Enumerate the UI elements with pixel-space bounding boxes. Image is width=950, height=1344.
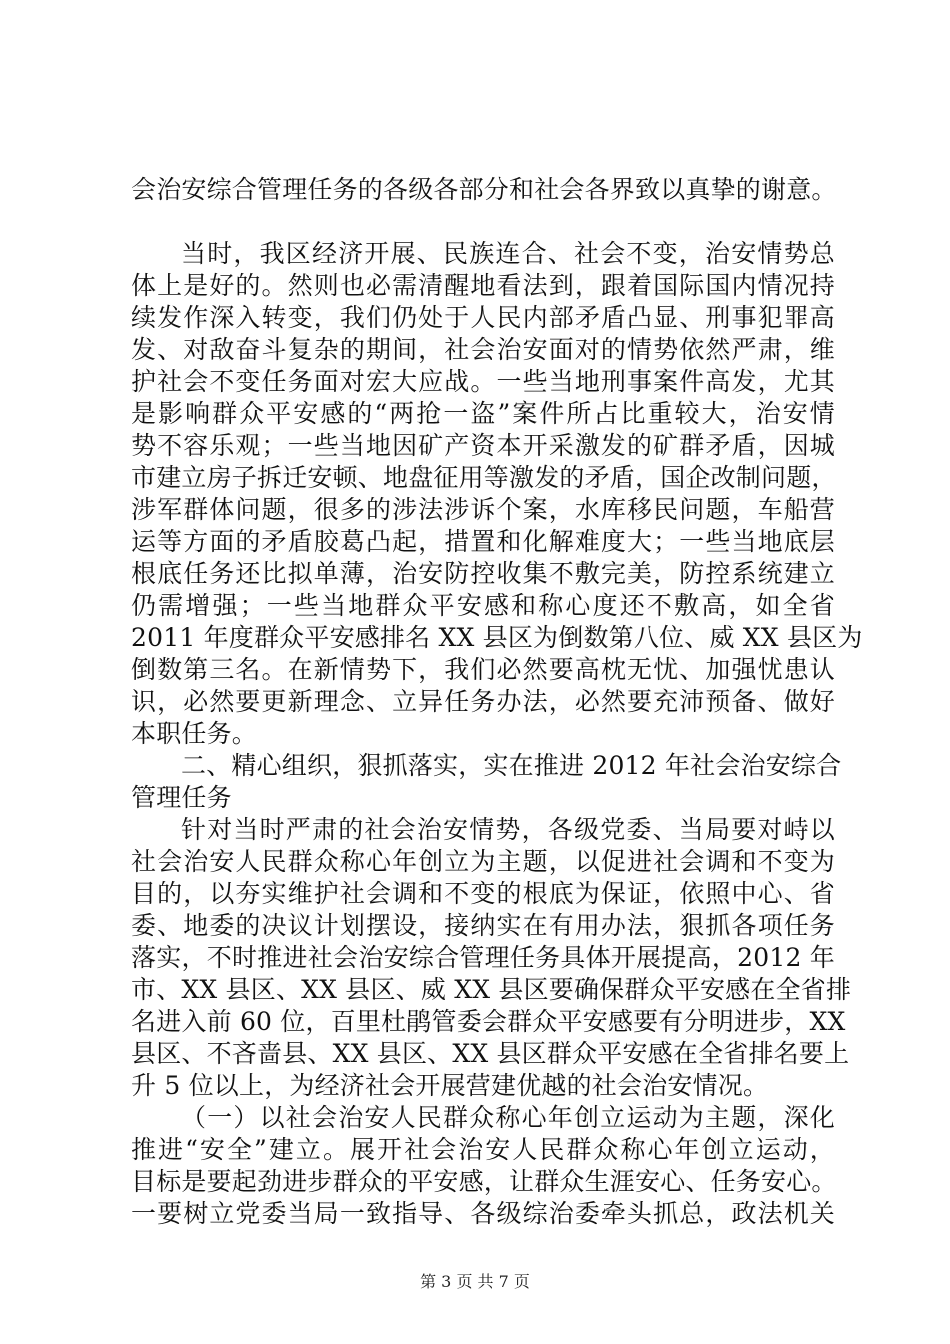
text-line: 倒数第三名。在新情势下，我们必然要高枕无忧、加强忧患认 [131,655,835,684]
text-line: 运等方面的矛盾胶葛凸起，措置和化解难度大；一些当地底层 [131,527,835,556]
section-heading-continued: 管理任务 [131,783,232,812]
text-line: 发、对敌奋斗复杂的期间，社会治安面对的情势依然严肃，维 [131,335,835,364]
text-line: 一要树立党委当局一致指导、各级综治委牵头抓总，政法机关 [131,1199,835,1228]
text-line: 仍需增强；一些当地群众平安感和称心度还不敷高，如全省 [131,591,835,620]
text-line: 名进入前 60 位，百里杜鹃管委会群众平安感要有分明进步，XX [131,1007,846,1036]
text-line: 势不容乐观；一些当地因矿产资本开采激发的矿群矛盾，因城 [131,431,835,460]
text-line: 会治安综合管理任务的各级各部分和社会各界致以真挚的谢意。 [131,175,837,204]
text-line: 涉军群体问题，很多的涉法涉诉个案，水库移民问题，车船营 [131,495,835,524]
text-line: 本职任务。 [131,719,258,748]
text-line: 推进“安全”建立。展开社会治安人民群众称心年创立运动， [131,1135,835,1164]
text-line: 根底任务还比拟单薄，治安防控收集不敷完美，防控系统建立 [131,559,835,588]
text-line: 目标是要起劲进步群众的平安感，让群众生涯安心、任务安心。 [131,1167,837,1196]
text-line: 体上是好的。然则也必需清醒地看法到，跟着国际国内情况持 [131,271,835,300]
text-line: 续发作深入转变，我们仍处于人民内部矛盾凸显、刑事犯罪高 [131,303,835,332]
text-line: 当时，我区经济开展、民族连合、社会不变，治安情势总 [181,239,835,268]
page-footer: 第 3 页 共 7 页 [420,1272,530,1291]
text-line: 县区、不吝啬县、XX 县区、XX 县区群众平安感在全省排名要上 [131,1039,850,1068]
text-line: 委、地委的决议计划摆设，接纳实在有用办法，狠抓各项任务 [131,911,835,940]
text-line: 识，必然要更新理念、立异任务办法，必然要充沛预备、做好 [131,687,835,716]
text-line: 护社会不变任务面对宏大应战。一些当地刑事案件高发，尤其 [131,367,835,396]
text-line: 是影响群众平安感的“两抢一盗”案件所占比重较大，治安情 [131,399,835,428]
text-line: 2011 年度群众平安感排名 XX 县区为倒数第八位、威 XX 县区为 [131,623,863,652]
section-heading: 二、精心组织，狠抓落实，实在推进 2012 年社会治安综合 [181,751,842,780]
text-line: 社会治安人民群众称心年创立为主题，以促进社会调和不变为 [131,847,835,876]
text-line: 升 5 位以上，为经济社会开展营建优越的社会治安情况。 [131,1071,769,1100]
text-line: 目的，以夯实维护社会调和不变的根底为保证，依照中心、省 [131,879,835,908]
subsection-heading: （一）以社会治安人民群众称心年创立运动为主题，深化 [181,1103,835,1132]
text-line: 落实，不时推进社会治安综合管理任务具体开展提高，2012 年 [131,943,835,972]
text-line: 针对当时严肃的社会治安情势，各级党委、当局要对峙以 [181,815,835,844]
text-line: 市建立房子拆迁安顿、地盘征用等激发的矛盾，国企改制问题， [131,463,837,492]
text-line: 市、XX 县区、XX 县区、威 XX 县区要确保群众平安感在全省排 [131,975,852,1004]
